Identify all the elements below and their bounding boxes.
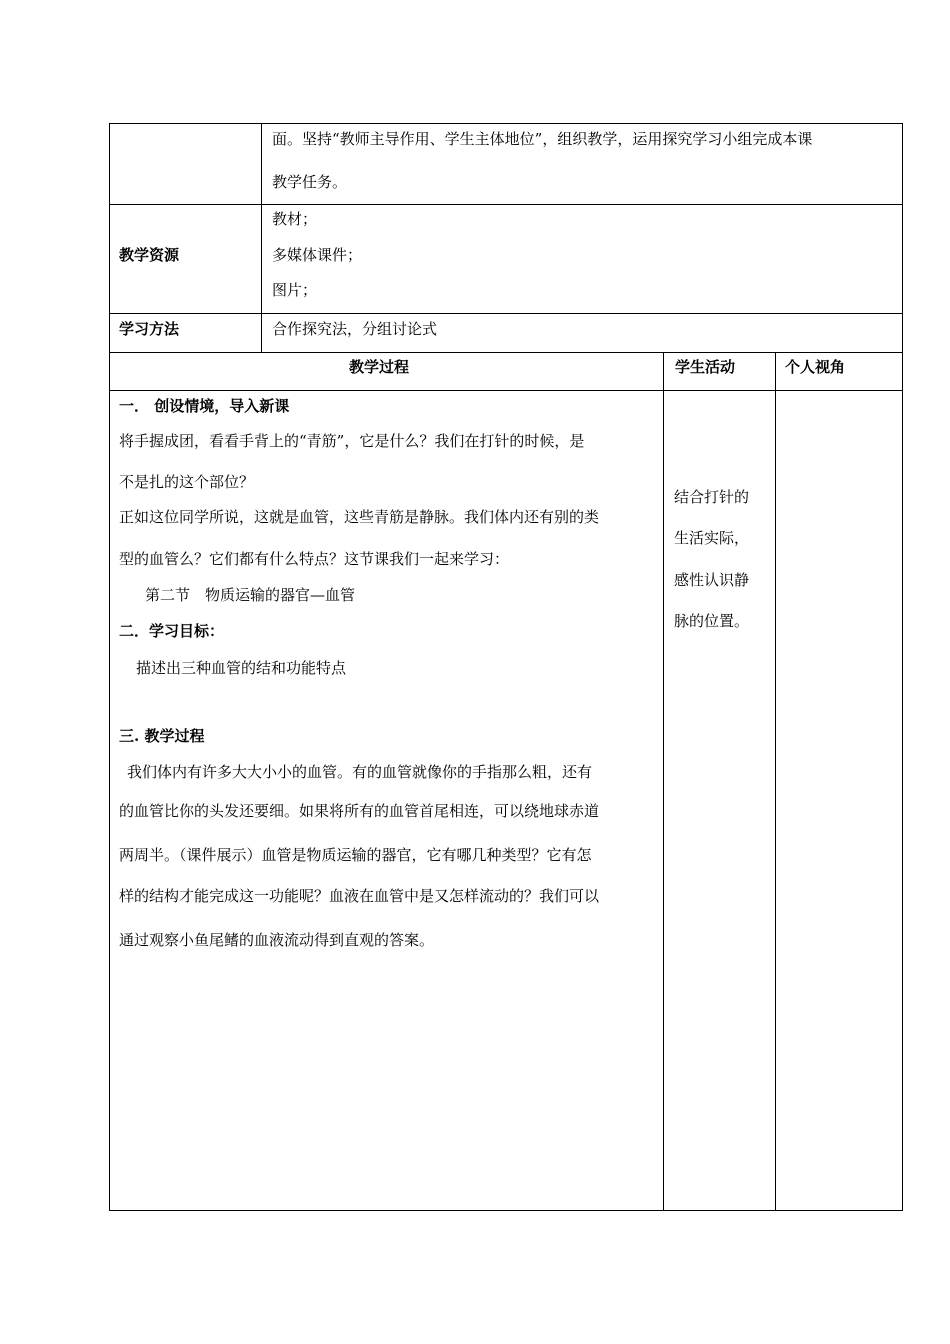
- column-divider: [261, 123, 262, 353]
- section-2-title: 二．学习目标：: [119, 622, 225, 640]
- header-activity: 学生活动: [675, 358, 736, 376]
- section-1-title: 一． 创设情境，导入新课: [119, 397, 290, 415]
- process-text: 我们体内有许多大大小小的血管。有的血管就像你的手指那么粗，还有: [127, 763, 593, 781]
- activity-text: 脉的位置。: [674, 612, 750, 630]
- activity-text: 生活实际，: [674, 529, 750, 547]
- process-text: 将手握成团，看看手背上的“青筋”，它是什么？我们在打针的时候，是: [119, 432, 585, 450]
- row-divider: [109, 313, 903, 314]
- top-row-line1: 面。坚持“教师主导作用、学生主体地位”，组织教学，运用探究学习小组完成本课: [272, 130, 813, 148]
- row-divider: [109, 390, 903, 391]
- process-text: 描述出三种血管的结和功能特点: [136, 659, 347, 677]
- row-divider: [109, 352, 903, 353]
- table-border-bottom: [109, 1210, 903, 1211]
- resources-label: 教学资源: [119, 246, 180, 264]
- process-text: 正如这位同学所说，这就是血管，这些青筋是静脉。我们体内还有别的类: [119, 508, 600, 526]
- table-border-top: [109, 123, 903, 124]
- resource-item: 图片；: [272, 281, 318, 299]
- header-process: 教学过程: [349, 358, 410, 376]
- process-text: 样的结构才能完成这一功能呢？血液在血管中是又怎样流动的？我们可以: [119, 887, 600, 905]
- top-row-line2: 教学任务。: [272, 173, 348, 191]
- process-text: 型的血管么？它们都有什么特点？这节课我们一起来学习：: [119, 550, 510, 568]
- methods-label: 学习方法: [119, 320, 180, 338]
- process-text: 第二节 物质运输的器官—血管: [145, 586, 356, 604]
- column-divider: [775, 352, 776, 1211]
- activity-text: 结合打针的: [674, 488, 750, 506]
- row-divider: [109, 204, 903, 205]
- table-border-left: [109, 123, 110, 1211]
- table-border-right: [902, 123, 903, 1211]
- process-text: 的血管比你的头发还要细。如果将所有的血管首尾相连，可以绕地球赤道: [119, 802, 600, 820]
- section-3-title: 三. 教学过程: [119, 727, 205, 745]
- column-divider: [663, 352, 664, 1211]
- process-text: 不是扎的这个部位？: [119, 473, 255, 491]
- resource-item: 教材；: [272, 210, 318, 228]
- methods-value: 合作探究法，分组讨论式: [272, 320, 438, 338]
- lesson-table: [109, 123, 903, 1211]
- resource-item: 多媒体课件；: [272, 246, 363, 264]
- process-text: 两周半。（课件展示）血管是物质运输的器官，它有哪几种类型？它有怎: [119, 846, 592, 864]
- activity-text: 感性认识静: [674, 571, 750, 589]
- header-view: 个人视角: [785, 358, 846, 376]
- process-text: 通过观察小鱼尾鳍的血液流动得到直观的答案。: [119, 931, 435, 949]
